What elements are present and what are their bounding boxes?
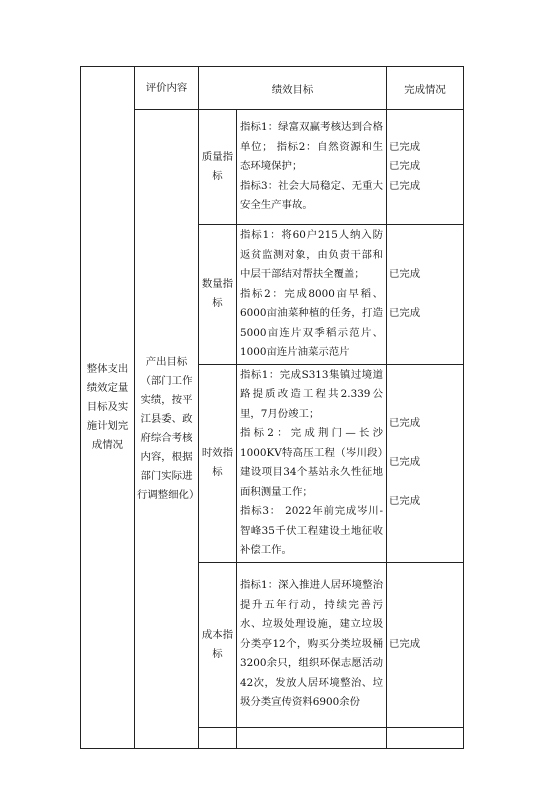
header-row bbox=[81, 67, 464, 110]
status-text: 已完成 bbox=[389, 495, 421, 508]
blank-cell bbox=[387, 727, 464, 748]
status-cell bbox=[387, 562, 464, 727]
category-label: 成本指标 bbox=[201, 628, 234, 660]
table-row bbox=[81, 110, 464, 225]
blank-cell bbox=[199, 727, 237, 748]
category-label: 时效指标 bbox=[201, 447, 234, 478]
status-cell bbox=[387, 110, 464, 225]
category-label: 数量指标 bbox=[201, 278, 234, 310]
category-cell bbox=[199, 364, 237, 562]
target-content-cell bbox=[237, 364, 387, 562]
performance-table bbox=[80, 66, 464, 749]
target-content: 指标1：将60户215人纳入防返贫监测对象，由负责干部和中层干部结对帮扶全覆盖； 指标2：完成8000亩早稻、6000亩油菜种植的任务，打造5000亩连片双季稻示范片、1000亩连片油菜示范片 bbox=[240, 229, 383, 358]
eval-header-cell bbox=[135, 67, 199, 110]
target-header: 绩效目标 bbox=[271, 83, 314, 96]
status-text: 已完成 bbox=[389, 417, 421, 430]
status-header: 完成情况 bbox=[404, 83, 446, 96]
section-label: 整体支出绩效定量目标及实施计划完成情况 bbox=[86, 362, 129, 451]
output-label-cell bbox=[135, 110, 199, 749]
section-label-cell bbox=[81, 67, 135, 749]
status-text: 已完成 bbox=[389, 637, 421, 650]
target-content-cell bbox=[237, 110, 387, 225]
target-content: 指标1：绿富双赢考核达到合格单位； 指标2：自然资源和生态环境保护； 指标3：社会大局稳定、无重大安全生产事故。 bbox=[240, 121, 383, 212]
status-text: 已完成 bbox=[389, 268, 421, 280]
eval-header: 评价内容 bbox=[145, 81, 188, 94]
target-content: 指标1：完成S313集镇过境道路提质改造工程共2.339公里，7月份竣工； 指标2：完成荆门—长沙1000KV特高压工程（岑川段）建设项目34个基站永久性征地面积测量工作； 指标3： 2022年前完成岑川-智峰35千伏工程建设土地征收补偿工作。 bbox=[240, 368, 383, 556]
category-cell bbox=[199, 562, 237, 727]
status-text: 已完成 bbox=[389, 160, 421, 173]
target-content: 指标1：深入推进人居环境整治提升五年行动，持续完善污水、垃圾处理设施，建立垃圾分类亭12个，购买分类垃圾桶3200余只，组织环保志愿活动42次，发放人居环境整治、垃圾分类宣传资料6900余份 bbox=[240, 579, 383, 709]
category-label: 质量指标 bbox=[201, 151, 234, 182]
target-content-cell bbox=[237, 225, 387, 365]
target-header-cell bbox=[199, 67, 387, 110]
status-text: 已完成 bbox=[389, 179, 421, 192]
status-cell bbox=[387, 225, 464, 365]
status-text: 已完成 bbox=[389, 456, 421, 469]
status-text: 已完成 bbox=[389, 140, 421, 153]
status-text: 已完成 bbox=[389, 307, 421, 319]
category-cell bbox=[199, 225, 237, 365]
blank-cell bbox=[237, 727, 387, 748]
target-content-cell bbox=[237, 562, 387, 727]
output-label: 产出目标（部门工作实绩，按平江县委、政府综合考核内容，根据部门实际进行调整细化） bbox=[137, 355, 200, 501]
status-header-cell bbox=[387, 67, 464, 110]
status-cell bbox=[387, 364, 464, 562]
category-cell bbox=[199, 110, 237, 225]
